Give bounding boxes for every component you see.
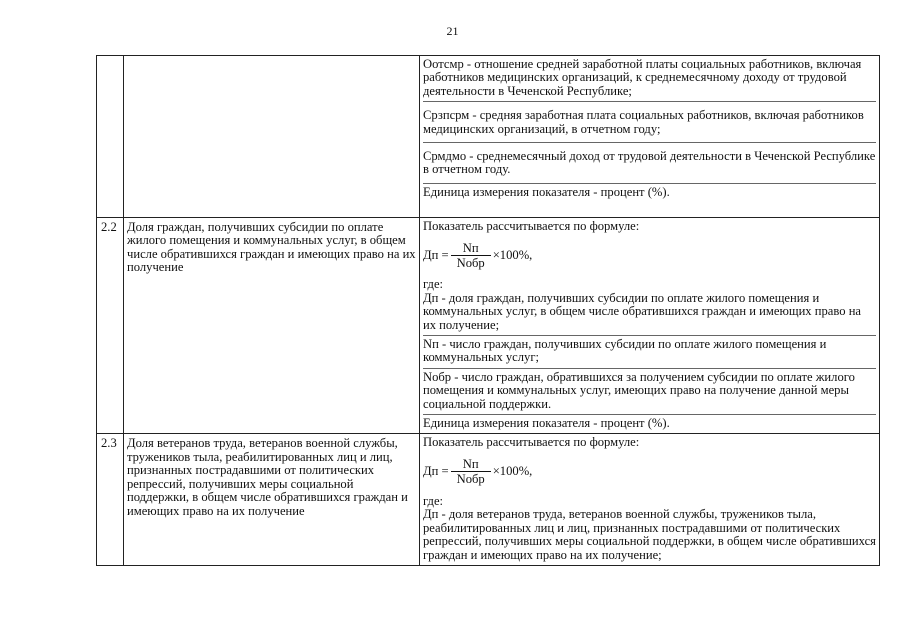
where-label: где: [423,277,444,292]
row-number [97,56,124,218]
indicator-table [96,55,880,566]
definition-dp: Дп - доля граждан, получивших субсидии по оплате жилого помещения и коммунальных услуг, в общем числе обратившихся граждан и имеющих право на их получение; [423,290,862,332]
table-row [97,218,880,434]
formula [423,451,876,493]
definition-dp: Дп - доля ветеранов труда, ветеранов военной службы, тружеников тыла, реабилитированных лиц и лиц, признанных пострадавшими от политических репрессий, получивших меры социальной поддержки, в общем числе обратившихся граждан и имеющих право на их получение; [423,507,876,562]
formula-suffix: ×100%, [492,464,533,479]
formula-lhs: Дп = [423,464,449,479]
formula-fraction [451,241,491,270]
unit-of-measure: Единица измерения показателя - процент (%). [423,183,876,202]
formula-numerator: Nп [462,240,479,255]
formula-suffix: ×100%, [492,247,533,262]
formula-denominator: Nобр [456,255,485,270]
calculation-method [420,434,880,565]
unit-of-measure: Единица измерения показателя - процент (%). [423,414,876,433]
formula-fraction [451,457,491,486]
definition-nobr: Nобр - число граждан, обратившихся за получением субсидии по оплате жилого помещения и коммунальных услуг, имеющих право на получение данной меры социальной поддержки. [423,368,876,414]
formula-lhs: Дп = [423,247,449,262]
row-number: 2.2 [97,218,124,434]
formula [423,234,876,276]
calculation-method [420,56,880,218]
calc-intro: Показатель рассчитывается по формуле: [423,219,640,233]
definition-srmdmo: Срмдмо - среднемесячный доход от трудовой деятельности в Чеченской Республике в отчетном году. [423,142,876,183]
indicator-name: Доля граждан, получивших субсидии по оплате жилого помещения и коммунальных услуг, в общем числе обратившихся граждан и имеющих право на их получение [124,218,420,434]
calc-intro: Показатель рассчитывается по формуле: [423,435,640,450]
table-row [97,56,880,218]
page-number: 21 [446,24,459,38]
table-row [97,434,880,565]
definition-srzpsrm: Срзпсрм - средняя заработная плата социальных работников, включая работников медицинских организаций, в отчетном году; [423,101,876,142]
formula-numerator: Nп [462,457,479,472]
definition-ootsmr: Оотсмр - отношение средней заработной платы социальных работников, включая работников медицинских организаций, к среднемесячному доходу от трудовой деятельности в Чеченской Республике; [423,57,862,98]
indicator-name: Доля ветеранов труда, ветеранов военной службы, тружеников тыла, реабилитированных лиц и лиц, признанных пострадавшими от политических репрессий, получивших меры социальной поддержки, в общем числе обратившихся граждан и имеющих право на их получение [124,434,420,565]
formula-denominator: Nобр [456,472,485,487]
where-label: где: [423,493,444,508]
definition-np: Nп - число граждан, получивших субсидии по оплате жилого помещения и коммунальных услуг; [423,335,876,368]
row-number: 2.3 [97,434,124,565]
indicator-name [124,56,420,218]
calculation-method [420,218,880,434]
